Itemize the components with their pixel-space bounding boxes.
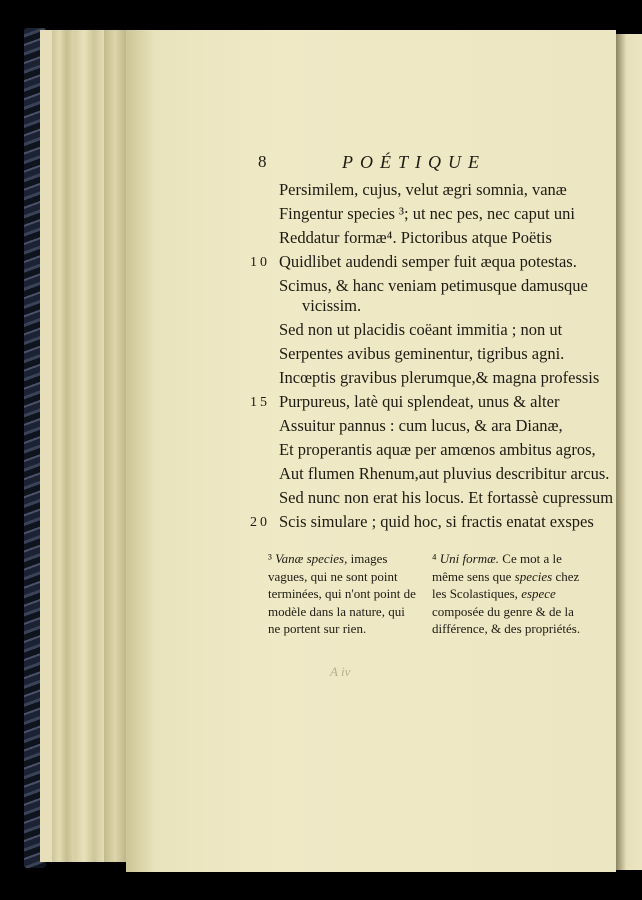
footnote-term: Uni formæ. [439, 551, 500, 566]
verse-line: Serpentes avibus geminentur, tigribus agni. [279, 344, 565, 363]
page-block-edge [40, 30, 52, 862]
verse-line: Purpureus, latè qui splendeat, unus & alter [279, 392, 560, 411]
footnote-marker: ⁴ [432, 551, 437, 566]
page-header [258, 152, 558, 176]
footnote-term: species [514, 568, 553, 584]
page-number: 8 [258, 152, 267, 171]
verse-line: Sed non ut placidis coëant immitia ; non ut [279, 320, 563, 339]
line-number: 20 [250, 515, 270, 530]
verse-line: Aut flumen Rhenum,aut pluvius describitur arcus. [279, 464, 610, 483]
footnote-term: Vanæ species, [275, 551, 348, 566]
footnote-text: Ce mot a le même sens que [432, 551, 562, 584]
verse-line: Incœptis gravibus plerumque,& magna professis [279, 368, 600, 387]
running-title: POÉTIQUE [342, 152, 486, 172]
verse-line: Et properantis aquæ per amœnos ambitus agros, [279, 440, 596, 459]
line-number: 10 [250, 255, 270, 270]
verse-line-continuation: vicissim. [302, 296, 362, 315]
footnote-3 [268, 550, 420, 638]
verse-line: Sed nunc non erat his locus. Et fortassè cupressum [279, 488, 614, 507]
footnote-text: images vagues, qui ne sont point terminées, qui n'ont point de modèle dans la nature, qui ne portent sur rien. [268, 551, 416, 636]
verse-line: Assuitur pannus : cum lucus, & ara Dianæ, [279, 416, 563, 435]
verse-line: Scimus, & hanc veniam petimusque damusque [279, 276, 588, 295]
footnote-term: espece [521, 586, 556, 601]
line-number: 15 [250, 395, 270, 410]
verse-line: Persimilem, cujus, velut ægri somnia, vanæ [279, 180, 567, 199]
footnote-4 [432, 550, 590, 638]
facing-page-edge [616, 34, 642, 870]
footnote-text: composée du genre & de la différence, & des propriétés. [432, 603, 581, 636]
verse-line: Reddatur formæ⁴. Pictoribus atque Poëtis [279, 228, 552, 247]
page-block-edge [104, 30, 126, 862]
verse-line: Fingentur species ³; ut nec pes, nec caput uni [279, 204, 575, 223]
footnote-text: chez les Scolastiques, [432, 568, 580, 601]
verse-line: Quidlibet audendi semper fuit æqua potestas. [279, 252, 577, 271]
footnote-marker: ³ [268, 551, 272, 566]
signature-mark: A iv [330, 664, 351, 679]
page-block-edge [52, 30, 74, 862]
page-block-edge [74, 30, 104, 862]
verse-line: Scis simulare ; quid hoc, si fractis enatat exspes [279, 512, 594, 531]
